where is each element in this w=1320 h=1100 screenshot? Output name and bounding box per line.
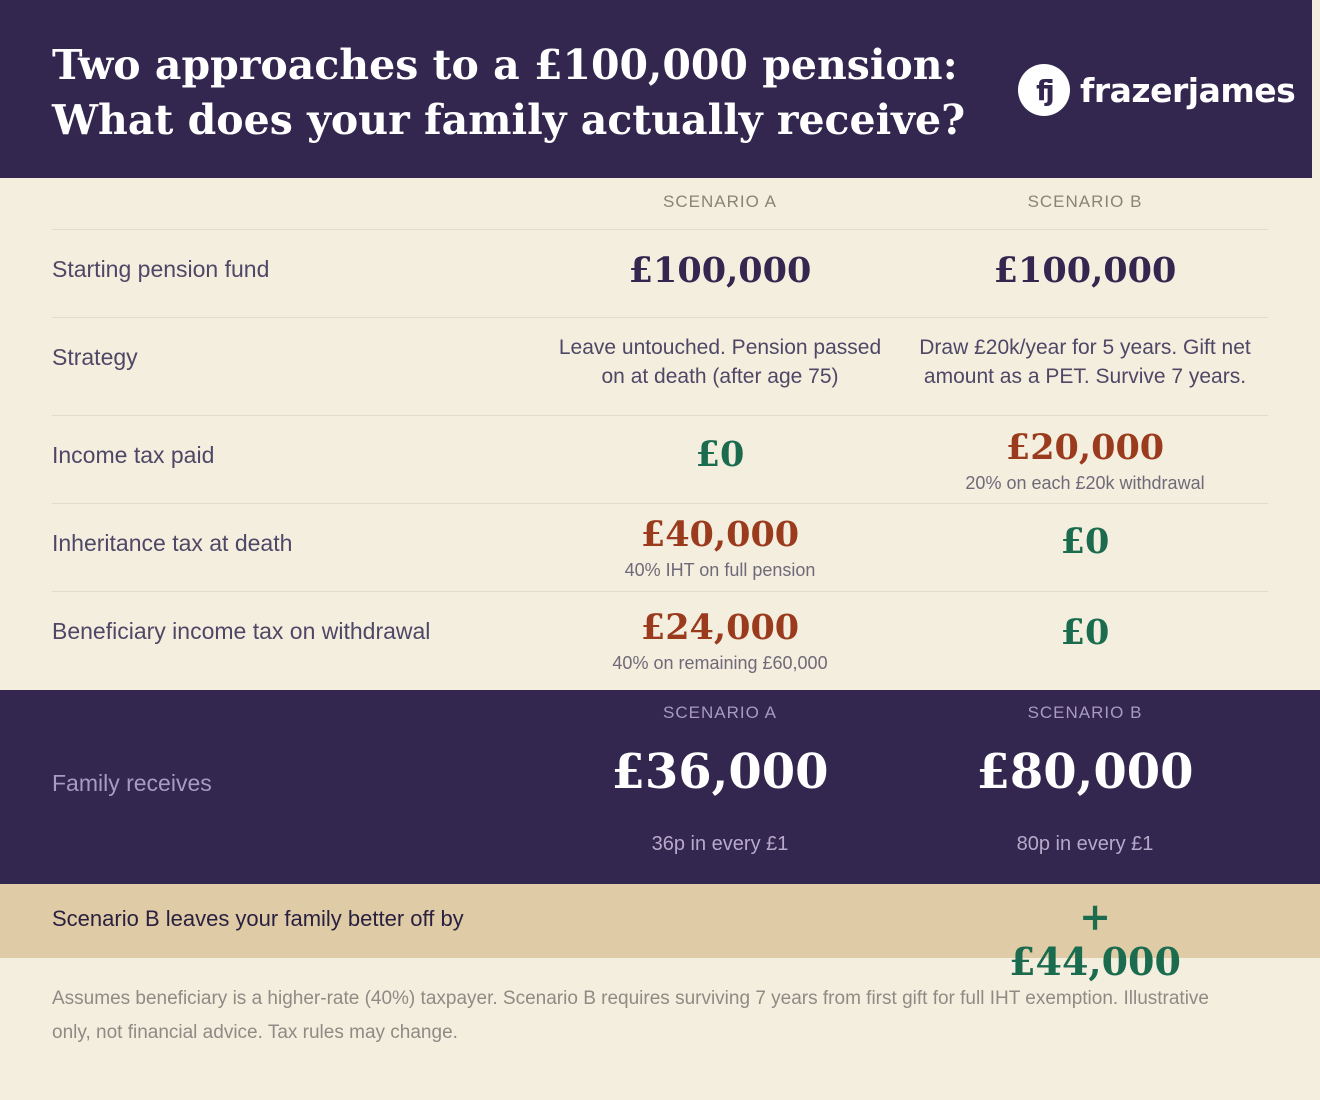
family-receives-b: £80,000 <box>976 744 1194 800</box>
brand-logo <box>1018 64 1295 116</box>
header-banner <box>0 0 1312 178</box>
row-label-starting-fund: Starting pension fund <box>52 256 270 282</box>
title-line-1: Two approaches to a £100,000 pension: <box>52 41 958 89</box>
strategy-b <box>895 333 1275 391</box>
frazerjames-logo-icon: fj <box>1018 64 1070 116</box>
beneficiary-tax-b: £0 <box>1060 612 1110 653</box>
results-panel <box>0 690 1320 884</box>
page-title <box>52 38 965 148</box>
strategy-b-line-2: amount as a PET. Survive 7 years. <box>923 365 1247 388</box>
strategy-b-line-1: Draw £20k/year for 5 years. Gift net <box>919 336 1251 359</box>
pence-per-pound-a: 36p in every £1 <box>651 833 789 855</box>
pence-per-pound-b: 80p in every £1 <box>1016 833 1154 855</box>
summary-label: Scenario B leaves your family better off by <box>52 906 464 931</box>
divider <box>52 229 1268 230</box>
divider <box>52 591 1268 592</box>
iht-a <box>530 514 910 581</box>
summary-strip <box>0 884 1320 984</box>
family-receives-a: £36,000 <box>611 744 829 800</box>
results-header-scenario-b: SCENARIO B <box>1027 703 1143 722</box>
beneficiary-tax-a <box>530 607 910 674</box>
iht-a-note: 40% IHT on full pension <box>624 560 816 580</box>
results-label: Family receives <box>52 770 212 796</box>
starting-fund-b: £100,000 <box>993 250 1177 291</box>
income-tax-b <box>895 427 1275 494</box>
beneficiary-tax-a-note: 40% on remaining £60,000 <box>612 653 828 673</box>
column-header-scenario-a: SCENARIO A <box>663 192 777 211</box>
iht-a-value: £40,000 <box>640 514 800 555</box>
disclaimer-footnote: Assumes beneficiary is a higher-rate (40%) taxpayer. Scenario B requires surviving 7 years from first gift for full IHT exemption. Illustrative only, not financial advice. Tax rules may change. <box>52 988 1209 1043</box>
divider <box>52 317 1268 318</box>
row-label-strategy: Strategy <box>52 344 138 370</box>
results-header-scenario-a: SCENARIO A <box>663 703 777 722</box>
income-tax-b-value: £20,000 <box>1005 427 1165 468</box>
strategy-a-line-1: Leave untouched. Pension passed <box>558 336 882 359</box>
income-tax-a: £0 <box>695 434 745 475</box>
row-label-income-tax: Income tax paid <box>52 442 215 468</box>
column-header-scenario-b: SCENARIO B <box>1027 192 1143 211</box>
strategy-a-line-2: on at death (after age 75) <box>601 365 839 388</box>
starting-fund-a: £100,000 <box>628 250 812 291</box>
iht-b: £0 <box>1060 521 1110 562</box>
divider <box>52 503 1268 504</box>
income-tax-b-note: 20% on each £20k withdrawal <box>965 473 1205 493</box>
summary-difference: +£44,000 <box>1009 894 1181 984</box>
title-line-2: What does your family actually receive? <box>52 96 966 144</box>
beneficiary-tax-a-value: £24,000 <box>640 607 800 648</box>
divider <box>52 415 1268 416</box>
brand-name: frazerjames <box>1080 70 1296 110</box>
row-label-beneficiary-tax: Beneficiary income tax on withdrawal <box>52 618 431 644</box>
strategy-a <box>530 333 910 391</box>
row-label-iht: Inheritance tax at death <box>52 530 293 556</box>
